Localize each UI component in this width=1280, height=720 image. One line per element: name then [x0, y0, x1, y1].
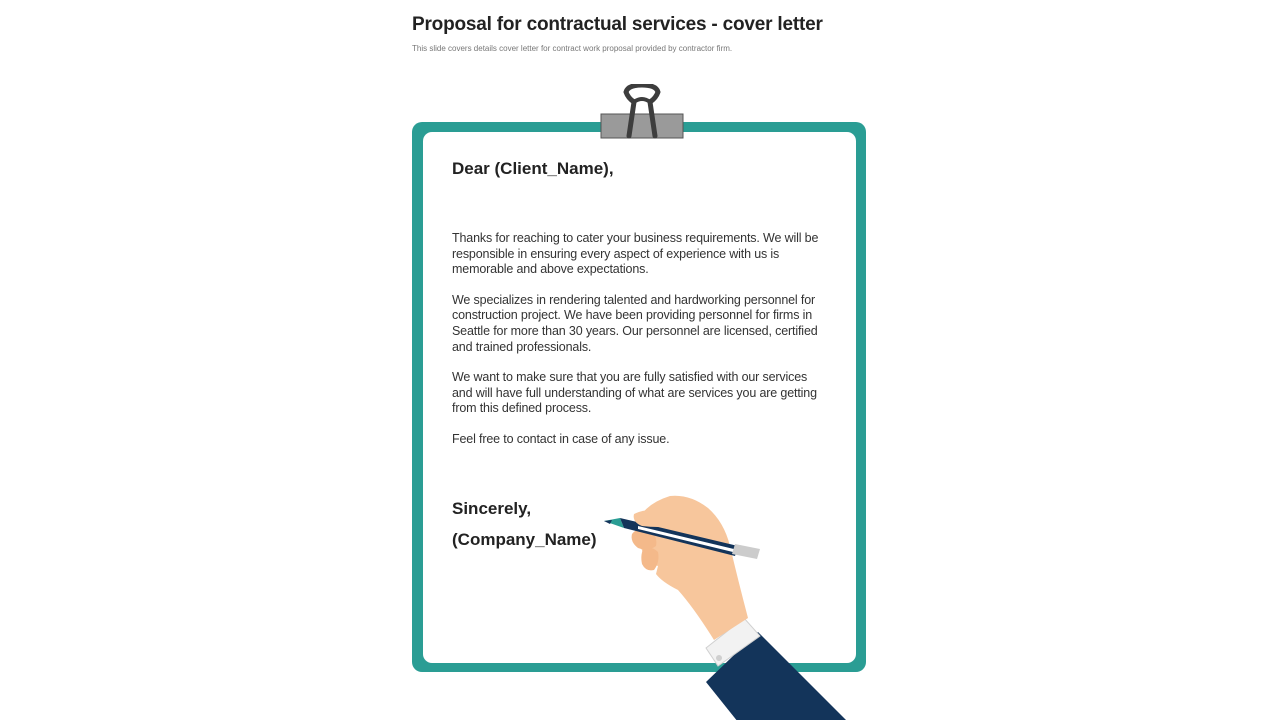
page-title: Proposal for contractual services - cover letter	[412, 14, 823, 35]
page-subtitle: This slide covers details cover letter for contract work proposal provided by contractor firm.	[412, 44, 733, 53]
letter-signature: (Company_Name)	[452, 530, 597, 549]
letter-salutation: Dear (Client_Name),	[452, 159, 614, 178]
letter-paragraph: We want to make sure that you are fully satisfied with our services and will have full understanding of what are services you are getting from this defined process.	[452, 370, 817, 416]
letter-paragraph: Feel free to contact in case of any issue.	[452, 431, 670, 446]
letter-paragraph: Thanks for reaching to cater your business requirements. We will be responsible in ensuring every aspect of experience with us is memorable and above expectations.	[452, 231, 819, 277]
binder-clip-icon	[598, 84, 686, 142]
letter-body	[452, 231, 827, 463]
hand-writing-with-pen-icon	[598, 490, 848, 720]
letter-closing: Sincerely,	[452, 499, 532, 518]
letter-paragraph: We specializes in rendering talented and hardworking personnel for construction project. We have been providing personnel for firms in Seattle for more than 30 years. Our personnel are licensed, certified and trained professionals.	[452, 292, 818, 354]
